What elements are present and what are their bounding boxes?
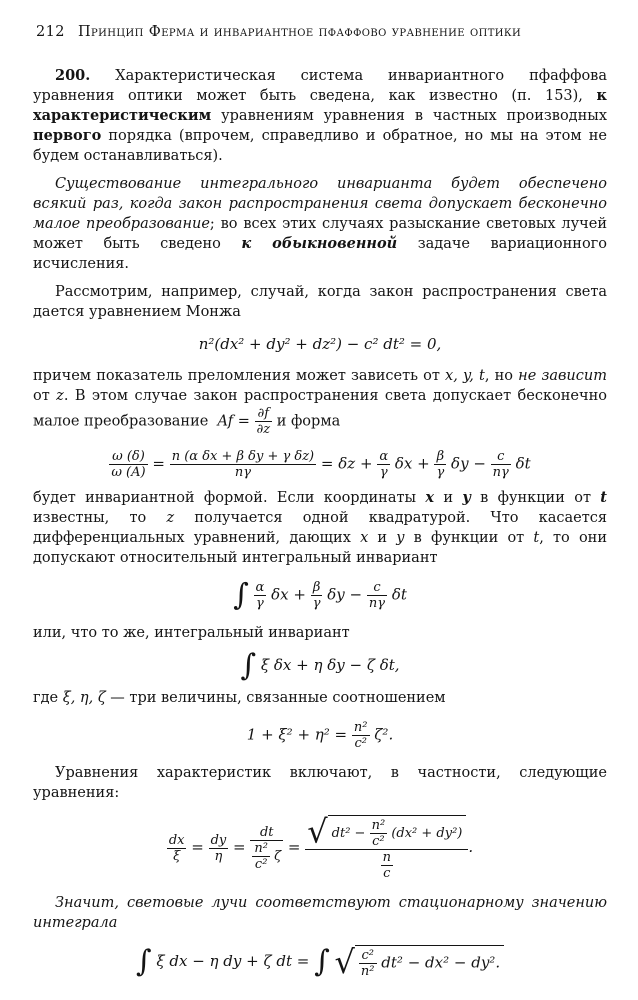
- equation-characteristics: $\frac{dx}{\xi}$ = $\frac{dy}{\eta}$ = dt $\frac{\text{n²}}{\text{c²}}$ ζ = √ dt² − $\frac{\text{n²}}{\text{c²}}$ (dx² + dy²) $\frac{n}{c}$ .: [168, 812, 474, 881]
- section-number: 200.: [55, 67, 91, 84]
- paragraph-xi-eta-zeta: где ξ, η, ζ — три величины, связанные соотношением: [33, 690, 446, 706]
- fraction-df-dz: $\frac{\partial f}{\partial z}$: [256, 406, 271, 437]
- paragraph-refraction: причем показатель преломления может зависеть от x, y, t, но не зависит от z. В этом случае закон распространения света допускает бесконечно малое преобразование Af = $\frac{\partial f}{\partial z}$ и форма: [33, 368, 607, 437]
- equation-monge: n²(dx² + dy² + dz²) − c² dt² = 0,: [198, 335, 442, 353]
- paragraph-monge-intro: Рассмотрим, например, случай, когда закон распространения света дается уравнением Монжа: [33, 284, 607, 320]
- equation-integral-invariant: ∫ ξ δx + η δy − ζ δt,: [240, 648, 400, 683]
- integral-sign: ∫: [240, 648, 257, 683]
- page-body: [33, 66, 607, 979]
- running-header: [0, 24, 638, 48]
- paragraph-conclusion: Значит, световые лучи соответствуют стационарному значению интеграла: [33, 895, 607, 931]
- equation-invariant-form: $\frac{\omega (\delta)}{\omega (A)}$ = $\frac{\text{n (α δx + β δy + γ δz)}}{n\gamma}$ = δz + $\frac{\alpha}{\gamma}$ δx + $\frac{\beta}{\gamma}$ δy − $\frac{c}{n\gamma}$ δt: [111, 449, 531, 480]
- paragraph-or-same: или, что то же, интегральный инвариант: [33, 625, 350, 641]
- equation-relation: 1 + ξ² + η² = $\frac{\text{n²}}{\text{c²}}$ ζ².: [246, 720, 394, 751]
- page-number: 212: [36, 24, 65, 40]
- sqrt-sign: √: [307, 812, 328, 851]
- integral-sign: ∫: [314, 944, 330, 979]
- integral-sign: ∫: [135, 944, 152, 979]
- equation-relative-invariant: ∫ $\frac{\alpha}{\gamma}$ δx + $\frac{\beta}{\gamma}$ δy − $\frac{c}{n\gamma}$ δt: [233, 577, 407, 613]
- paragraph-quadrature: будет инвариантной формой. Если координаты x и y в функции от t известны, то z получается одной квадратурой. Что касается дифференциальных уравнений, дающих x и y в функции от t, то они допускают относительный интегральный инвариант: [33, 489, 608, 566]
- paragraph-200: 200. Характеристическая система инвариантного пфаффова уравнения оптики может быть сведена, как известно (п. 153), к характеристическим уравнениям уравнения в частных производных первого порядка (впрочем, справедливо и обратное, но мы на этом не будем останавливаться).: [33, 67, 607, 164]
- integral-sign: ∫: [233, 577, 249, 613]
- paragraph-integral-invariant: Существование интегрального инварианта будет обеспечено всякий раз, когда закон распространения света допускает бесконечно малое преобразование; во всех этих случаях разыскание световых лучей может быть сведено к обыкновенной задаче вариационного исчисления.: [33, 176, 608, 272]
- equation-stationary-integral: ∫ ξ dx − η dy + ζ dt = ∫ √ $\frac{\text{c²}}{\text{n²}}$ dt² − dx² − dy².: [33, 945, 607, 979]
- sqrt-sign: √: [334, 943, 355, 981]
- paragraph-characteristics: Уравнения характеристик включают, в частности, следующие уравнения:: [33, 765, 607, 801]
- running-title: Принцип Ферма и инвариантное пфаффово уравнение оптики: [78, 24, 522, 40]
